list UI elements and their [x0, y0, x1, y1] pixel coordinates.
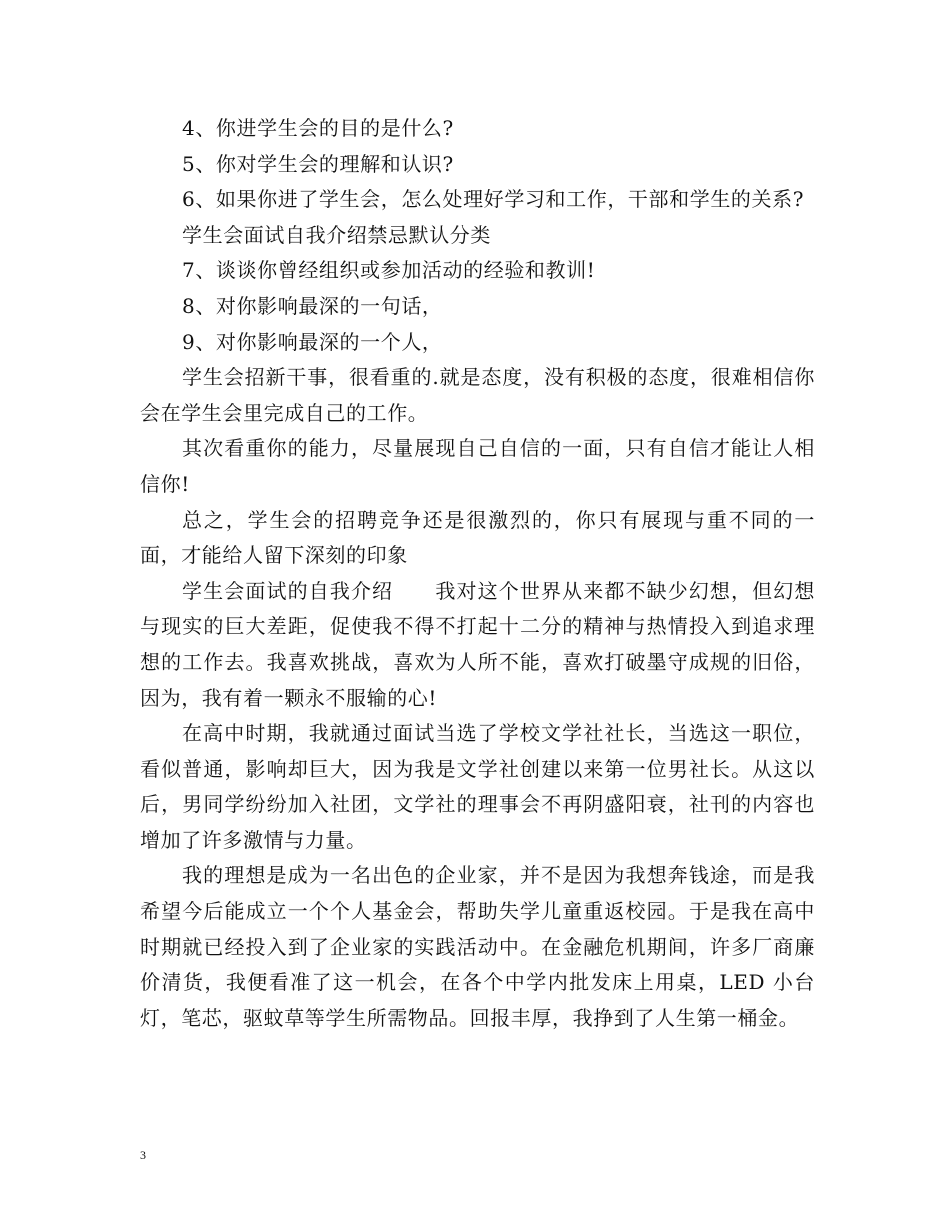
paragraph-question-7: 7、谈谈你曾经组织或参加活动的经验和教训!	[182, 258, 596, 283]
paragraph-question-6: 6、如果你进了学生会，怎么处理好学习和工作，干部和学生的关系?	[182, 187, 805, 212]
paragraph-question-5: 5、你对学生会的理解和认识?	[182, 151, 454, 176]
paragraph-ideal: 我的理想是成为一名出色的企业家，并不是因为我想奔钱途，而是我希望今后能成立一个个人基金会，帮助失学儿童重返校园。于是我在高中时期就已经投入到了企业家的实践活动中。在金融危机期间，许多厂商廉价清货，我便看准了这一机会，在各个中学内批发床上用桌，LED 小台灯，笔芯，驱蚊草等学生所需物品。回报丰厚，我挣到了人生第一桶金。	[140, 863, 815, 1030]
paragraph-question-8: 8、对你影响最深的一句话，	[182, 293, 443, 318]
paragraph-attitude: 学生会招新干事，很看重的.就是态度，没有积极的态度，很难相信你会在学生会里完成自己的工作。	[140, 365, 815, 425]
paragraph-ability: 其次看重你的能力，尽量展现自己自信的一面，只有自信才能让人相信你!	[140, 436, 815, 496]
paragraph-question-4: 4、你进学生会的目的是什么?	[182, 116, 454, 140]
document-body	[140, 111, 815, 1036]
page-number: 3	[140, 1148, 146, 1162]
paragraph-high-school: 在高中时期，我就通过面试当选了学校文学社社长，当选这一职位，看似普通，影响却巨大，因为我是文学社创建以来第一位男社长。从这以后，男同学纷纷加入社团，文学社的理事会不再阴盛阳衰，社刊的内容也增加了许多激情与力量。	[140, 721, 815, 852]
paragraph-section-heading: 学生会面试自我介绍禁忌默认分类	[182, 222, 491, 247]
paragraph-self-introduction: 学生会面试的自我介绍 我对这个世界从来都不缺少幻想，但幻想与现实的巨大差距，促使我不得不打起十二分的精神与热情投入到追求理想的工作去。我喜欢挑战，喜欢为人所不能，喜欢打破墨守成规的旧俗，因为，我有着一颗永不服输的心!	[140, 578, 815, 710]
paragraph-conclusion: 总之，学生会的招聘竞争还是很激烈的，你只有展现与重不同的一面，才能给人留下深刻的印象	[140, 507, 815, 568]
paragraph-question-9: 9、对你影响最深的一个人，	[182, 329, 443, 354]
